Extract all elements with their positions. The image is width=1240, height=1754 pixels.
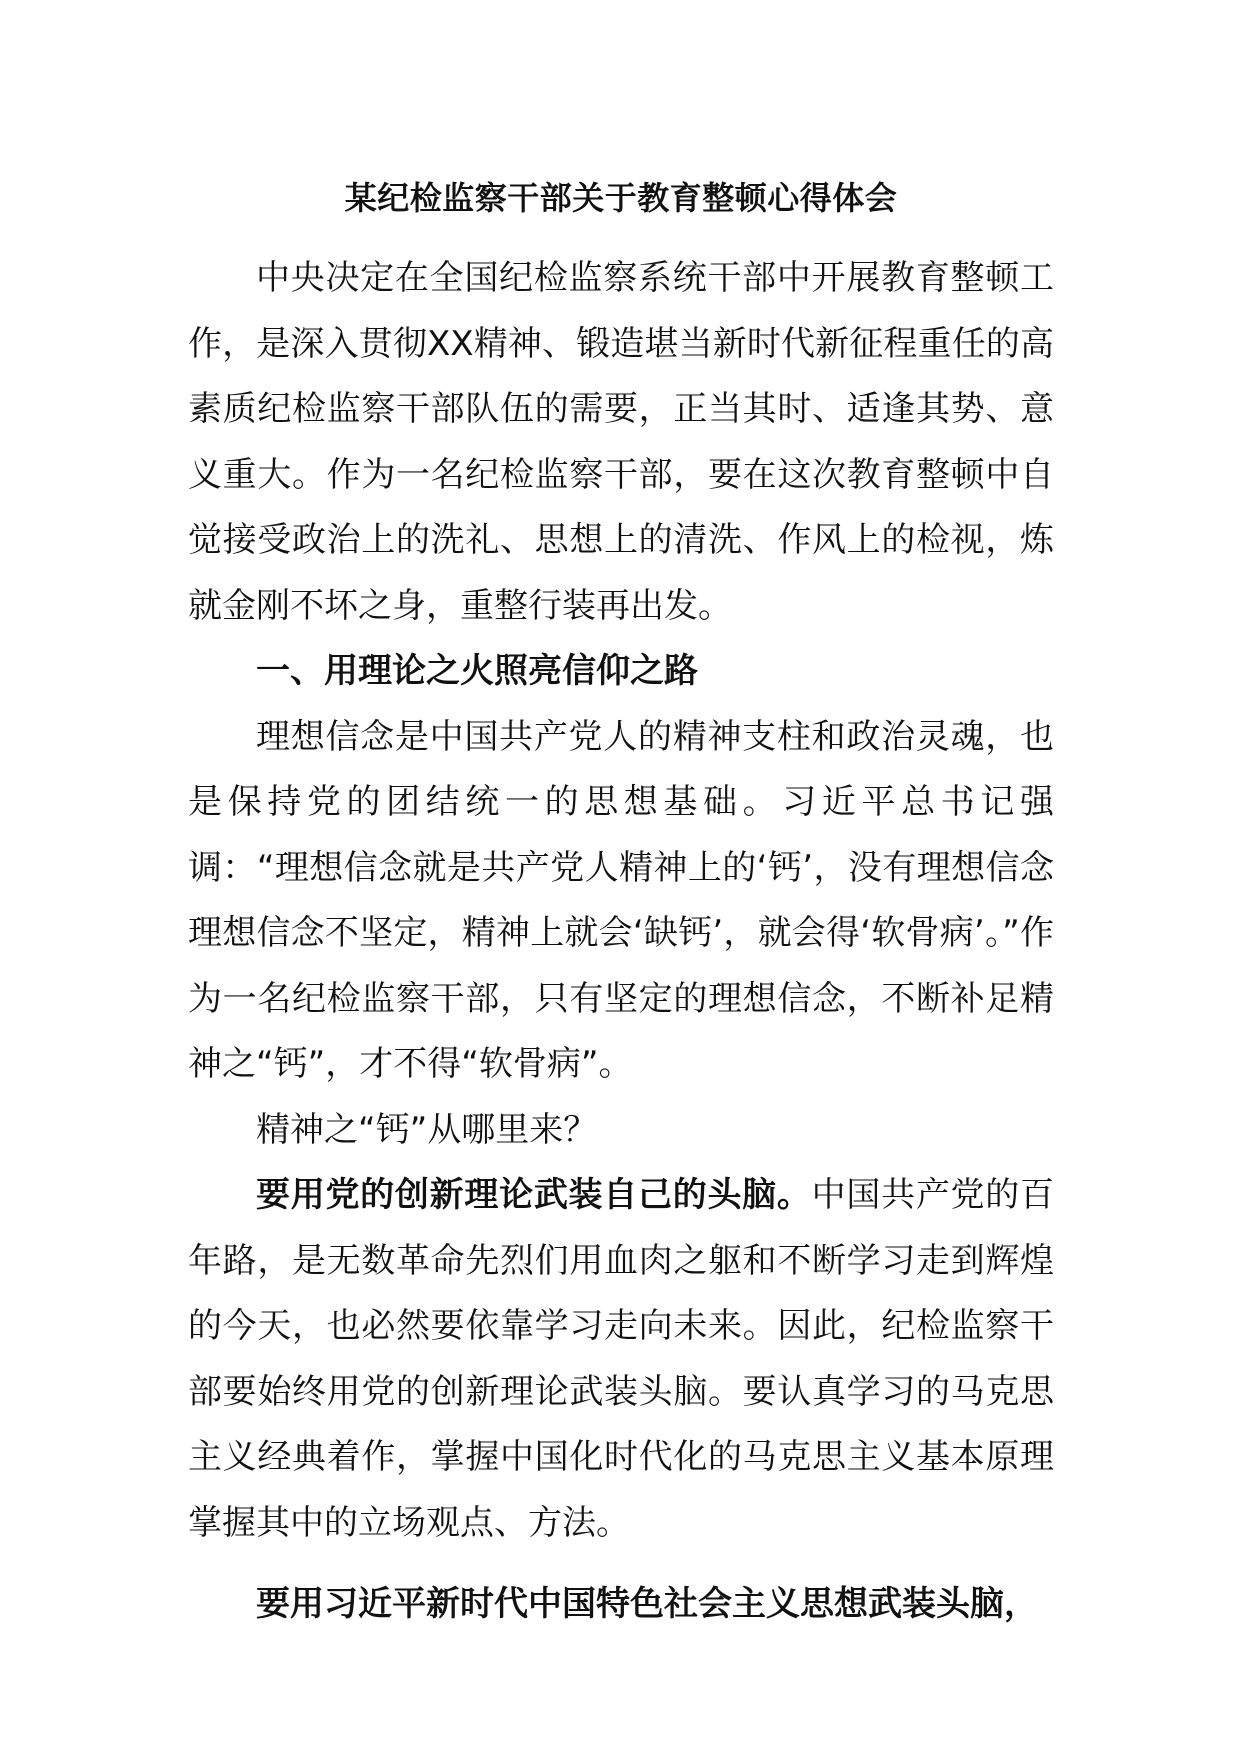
paragraph-gap xyxy=(188,1556,1054,1572)
body-paragraph-with-lead xyxy=(188,1163,1054,1556)
body-paragraph: 理想信念是中国共产党人的精神支柱和政治灵魂，也是保持党的团结统一的思想基础。习近平总书记强调：“理想信念就是共产党人精神上的‘钙’，没有理想信念理想信念不坚定，精神上就会‘缺钙’，就会得‘软骨病’。”作为一名纪检监察干部，只有坚定的理想信念，不断补足精神之“钙”，才不得“软骨病”。 xyxy=(188,716,1054,1084)
paragraph-body: 中国共产党的百年路，是无数革命先烈们用血肉之躯和不断学习走到辉煌的今天，也必然要依靠学习走向未来。因此，纪检监察干部要始终用党的创新理论武装头脑。要认真学习的马克思主义经典着作，掌握中国化时代化的马克思主义基本原理掌握其中的立场观点、方法。 xyxy=(188,1175,1055,1543)
lead-paragraph xyxy=(188,1572,1054,1638)
paragraph-lead: 要用党的创新理论武装自己的头脑。 xyxy=(256,1175,812,1215)
question-paragraph: 精神之“钙”从哪里来？ xyxy=(256,1109,598,1150)
document-title: 某纪检监察干部关于教育整顿心得体会 xyxy=(344,179,898,217)
paragraph-lead: 要用习近平新时代中国特色社会主义思想武装头脑， xyxy=(256,1584,1038,1624)
document-page xyxy=(188,164,1054,1638)
intro-paragraph: 中央决定在全国纪检监察系统干部中开展教育整顿工作，是深入贯彻XX精神、锻造堪当新时代新征程重任的高素质纪检监察干部队伍的需要，正当其时、适逢其势、意义重大。作为一名纪检监察干部，要在这次教育整顿中自觉接受政治上的洗礼、思想上的清洗、作风上的检视，炼就金刚不坏之身，重整行装再出发。 xyxy=(188,258,1054,626)
section-heading: 一、用理论之火照亮信仰之路 xyxy=(256,651,698,691)
